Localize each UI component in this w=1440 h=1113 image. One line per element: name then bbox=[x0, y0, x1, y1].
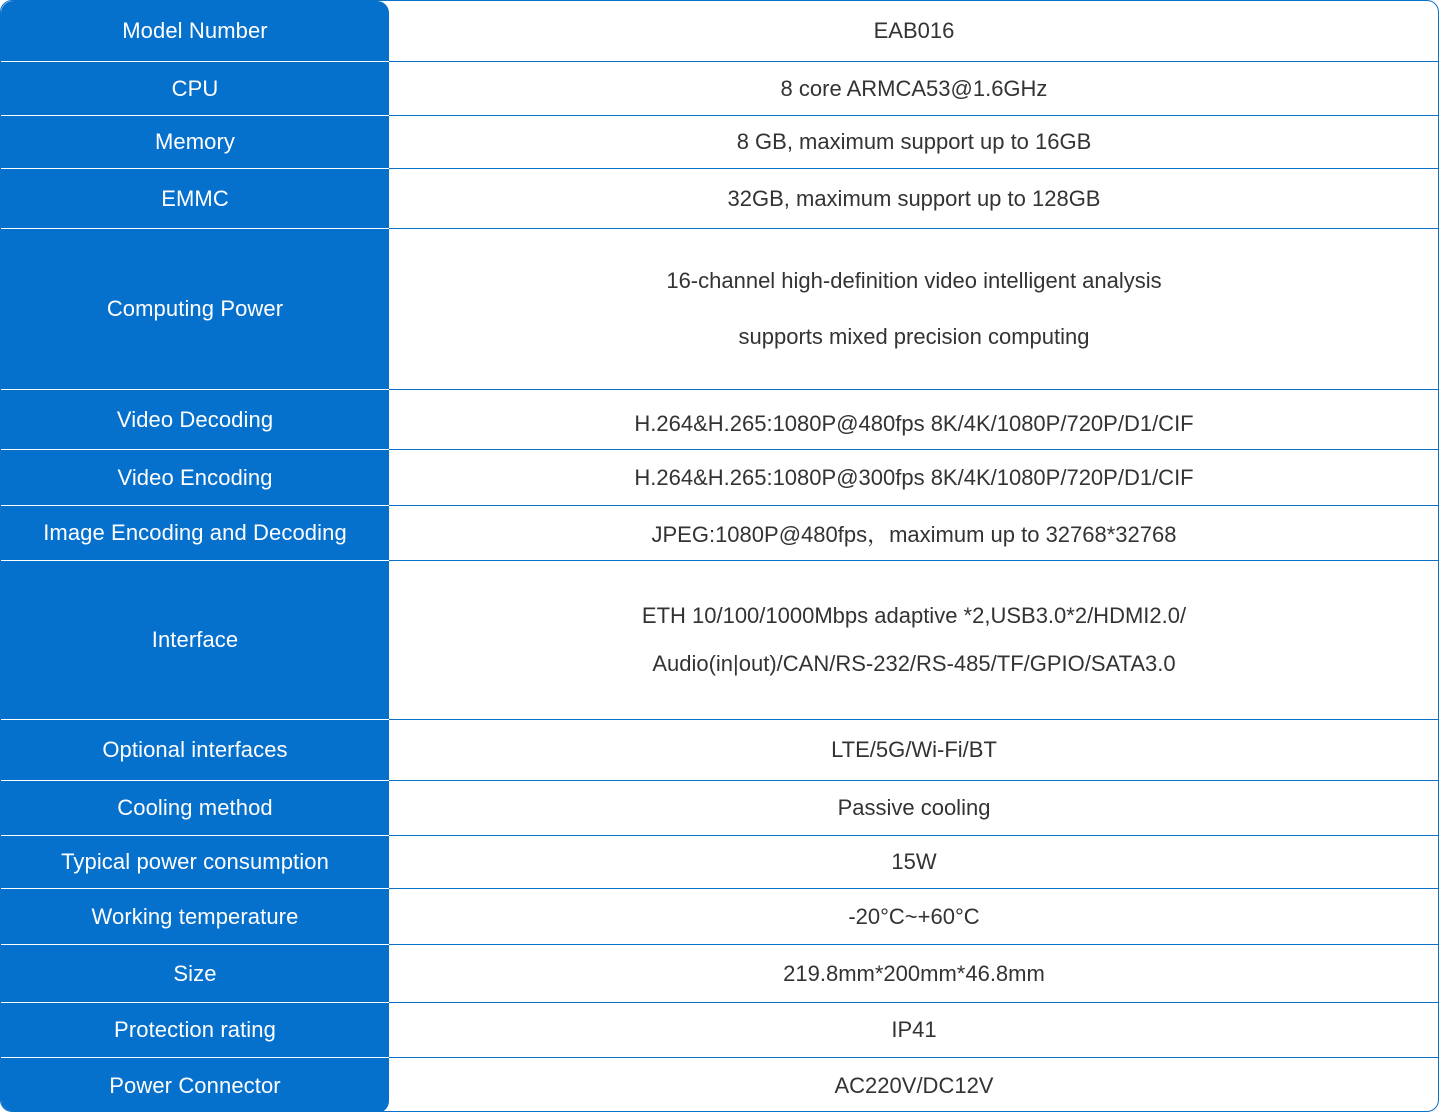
spec-value-text: EAB016 bbox=[873, 18, 955, 43]
spec-value-text: 8 core ARMCA53@1.6GHz bbox=[780, 75, 1048, 101]
spec-value-image-encoding-decoding bbox=[389, 506, 1439, 561]
spec-label-text: Interface bbox=[151, 627, 239, 652]
spec-label-text: Optional interfaces bbox=[102, 737, 288, 762]
spec-label-cpu bbox=[1, 62, 389, 116]
spec-label-column bbox=[1, 1, 389, 1112]
spec-value-cooling-method bbox=[389, 781, 1439, 836]
spec-value-power-connector bbox=[389, 1058, 1439, 1112]
spec-label-text: Image Encoding and Decoding bbox=[43, 520, 347, 545]
spec-label-text: Power Connector bbox=[109, 1072, 281, 1098]
spec-label-text: Size bbox=[173, 960, 217, 986]
spec-value-video-decoding bbox=[389, 390, 1439, 450]
spec-value-model-number bbox=[389, 1, 1439, 62]
spec-value-working-temperature bbox=[389, 889, 1439, 945]
spec-value-text: JPEG:1080P@480fps，maximum up to 32768*32768 bbox=[651, 521, 1177, 547]
spec-value-interface bbox=[389, 561, 1439, 720]
spec-value-size bbox=[389, 945, 1439, 1003]
spec-value-text: Audio(in|out)/CAN/RS-232/RS-485/TF/GPIO/SATA3.0 bbox=[652, 651, 1176, 676]
spec-label-size bbox=[1, 945, 389, 1003]
spec-label-text: Protection rating bbox=[114, 1017, 276, 1042]
spec-label-video-decoding bbox=[1, 390, 389, 450]
spec-label-memory bbox=[1, 116, 389, 169]
spec-value-text: 8 GB, maximum support up to 16GB bbox=[736, 129, 1092, 154]
spec-value-text: supports mixed precision computing bbox=[738, 324, 1090, 349]
spec-label-video-encoding bbox=[1, 450, 389, 506]
spec-label-text: Model Number bbox=[122, 18, 268, 43]
spec-value-text: ETH 10/100/1000Mbps adaptive *2,USB3.0*2/HDMI2.0/ bbox=[641, 603, 1187, 628]
spec-value-typical-power bbox=[389, 836, 1439, 889]
spec-label-typical-power bbox=[1, 836, 389, 889]
spec-value-text: H.264&H.265:1080P@300fps 8K/4K/1080P/720P/D1/CIF bbox=[634, 464, 1194, 490]
spec-label-protection-rating bbox=[1, 1003, 389, 1058]
spec-value-text: IP41 bbox=[891, 1017, 937, 1042]
spec-value-text: Passive cooling bbox=[837, 795, 991, 820]
spec-label-model-number bbox=[1, 1, 389, 62]
spec-value-video-encoding bbox=[389, 450, 1439, 506]
spec-value-protection-rating bbox=[389, 1003, 1439, 1058]
spec-value-text: AC220V/DC12V bbox=[834, 1072, 994, 1098]
spec-label-cooling-method bbox=[1, 781, 389, 836]
spec-label-working-temperature bbox=[1, 889, 389, 945]
spec-value-text: 219.8mm*200mm*46.8mm bbox=[783, 960, 1045, 986]
spec-value-text: 15W bbox=[891, 849, 937, 874]
spec-label-text: Video Decoding bbox=[116, 406, 274, 432]
spec-label-interface bbox=[1, 561, 389, 720]
spec-label-emmc bbox=[1, 169, 389, 229]
spec-label-text: EMMC bbox=[161, 185, 229, 211]
spec-value-memory bbox=[389, 116, 1439, 169]
spec-label-text: Cooling method bbox=[117, 795, 273, 820]
spec-label-text: Working temperature bbox=[91, 903, 299, 929]
spec-value-text: H.264&H.265:1080P@480fps 8K/4K/1080P/720P/D1/CIF bbox=[634, 410, 1194, 436]
spec-value-optional-interfaces bbox=[389, 720, 1439, 781]
spec-value-cpu bbox=[389, 62, 1439, 116]
spec-label-text: Computing Power bbox=[106, 296, 284, 321]
spec-label-text: Typical power consumption bbox=[61, 849, 329, 874]
spec-label-text: CPU bbox=[171, 75, 219, 101]
spec-label-text: Video Encoding bbox=[117, 464, 273, 490]
spec-value-computing-power bbox=[389, 229, 1439, 390]
spec-value-text: -20°C~+60°C bbox=[848, 903, 980, 929]
spec-value-text: 32GB, maximum support up to 128GB bbox=[727, 185, 1101, 211]
spec-label-text: Memory bbox=[154, 129, 236, 154]
spec-label-computing-power bbox=[1, 229, 389, 390]
spec-value-text: LTE/5G/Wi-Fi/BT bbox=[831, 737, 997, 762]
spec-label-power-connector bbox=[1, 1058, 389, 1112]
spec-label-image-encoding-decoding bbox=[1, 506, 389, 561]
spec-label-optional-interfaces bbox=[1, 720, 389, 781]
spec-value-text: 16-channel high-definition video intelligent analysis bbox=[666, 268, 1162, 293]
spec-value-emmc bbox=[389, 169, 1439, 229]
